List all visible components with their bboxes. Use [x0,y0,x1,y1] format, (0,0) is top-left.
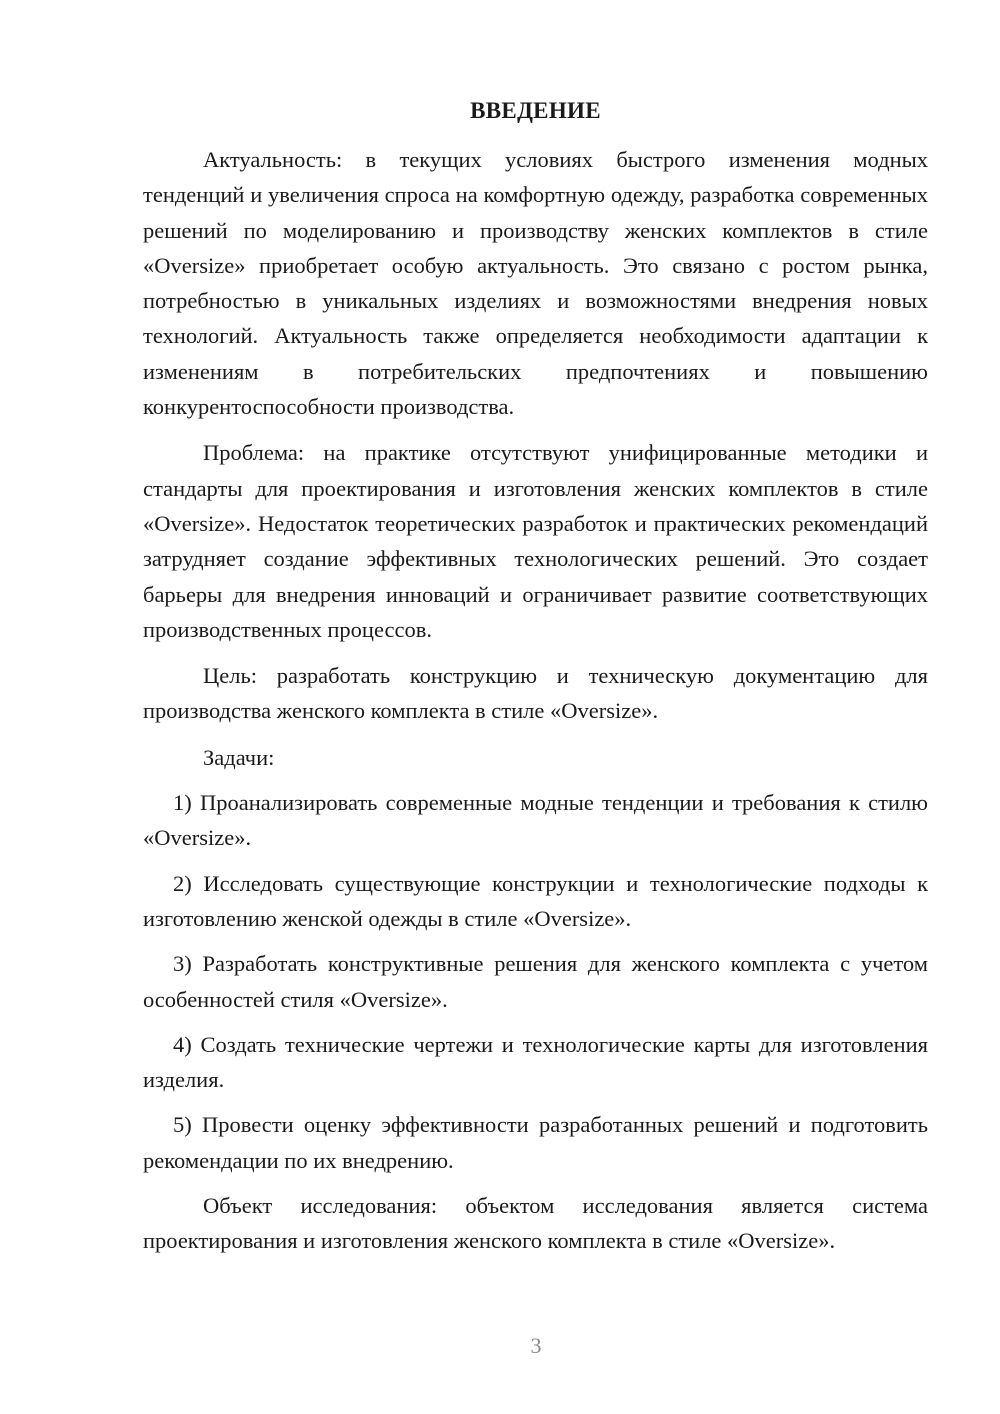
task-item-5: 5) Провести оценку эффективности разработанных решений и подготовить рекомендации по их внедрению. [143,1112,928,1173]
page-number: 3 [530,1333,542,1358]
document-page [143,96,928,1270]
paragraph-object: Объект исследования: объектом исследования является система проектирования и изготовления женского комплекта в стиле «Oversize». [143,1193,928,1254]
tasks-label: Задачи: [203,744,275,770]
tasks-list [143,785,928,1178]
task-item-4: 4) Создать технические чертежи и технологические карты для изготовления изделия. [143,1031,928,1093]
paragraph-goal: Цель: разработать конструкцию и техническую документацию для производства женского комплекта в стиле «Oversize». [143,663,928,724]
paragraph-relevance: Актуальность: в текущих условиях быстрого изменения модных тенденций и увеличения спроса на комфортную одежду, разработка современных решений по моделированию и производству женских комплектов в стиле «Oversize» приобретает особую актуальность. Это связано с ростом рынка, потребностью в уникальных изделиях и возможностями внедрения новых технологий. Актуальность также определяется необходимости адаптации к изменениям в потребительских предпочтениях и повышению конкурентоспособности производства. [143,147,928,420]
paragraph-problem: Проблема: на практике отсутствуют унифицированные методики и стандарты для проектирования и изготовления женских комплектов в стиле «Oversize». Недостаток теоретических разработок и практических рекомендаций затрудняет создание эффективных технологических решений. Это создает барьеры для внедрения инноваций и ограничивает развитие соответствующих производственных процессов. [143,440,928,642]
task-item-1: 1) Проанализировать современные модные тенденции и требования к стилю «Oversize». [143,790,928,851]
section-heading: ВВЕДЕНИЕ [470,98,601,123]
task-item-3: 3) Разработать конструктивные решения для женского комплекта с учетом особенностей стиля «Oversize». [143,951,928,1012]
task-item-2: 2) Исследовать существующие конструкции и технологические подходы к изготовлению женской одежды в стиле «Oversize». [143,870,928,931]
